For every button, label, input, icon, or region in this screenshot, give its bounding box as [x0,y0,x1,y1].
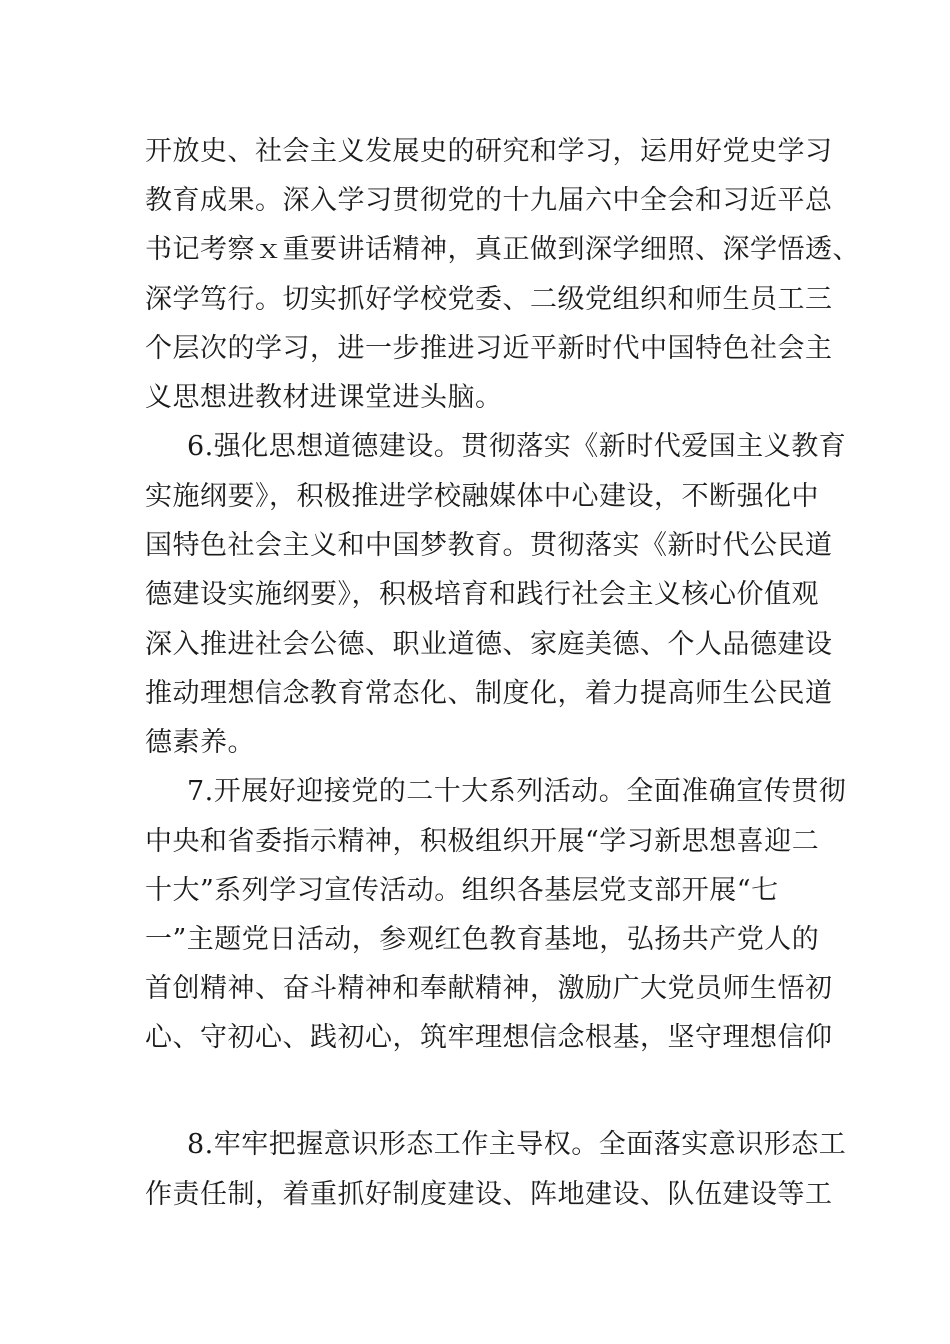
text-line: 个层次的学习，进一步推进习近平新时代中国特色社会主 [145,333,833,364]
text-line: 作责任制，着重抓好制度建设、阵地建设、队伍建设等工 [145,1179,833,1210]
text-line: 书记考察ｘ重要讲话精神，真正做到深学细照、深学悟透、 [145,234,860,265]
text-line: 国特色社会主义和中国梦教育。贯彻落实《新时代公民道 [145,530,833,561]
text-line: 中央和省委指示精神，积极组织开展“学习新思想喜迎二 [145,826,820,857]
text-line: 义思想进教材进课堂进头脑。 [145,382,503,413]
text-line: 首创精神、奋斗精神和奉献精神，激励广大党员师生悟初 [145,973,833,1004]
item-8-heading-line: 8.牢牢把握意识形态工作主导权。全面落实意识形态工 [187,1129,847,1160]
text-line: 教育成果。深入学习贯彻党的十九届六中全会和习近平总 [145,185,833,216]
text-line: 心、守初心、践初心，筑牢理想信念根基，坚守理想信仰 [145,1022,833,1053]
item-7-heading-line: 7.开展好迎接党的二十大系列活动。全面准确宣传贯彻 [187,776,847,807]
text-line: 一”主题党日活动，参观红色教育基地，弘扬共产党人的 [145,924,820,955]
text-line: 开放史、社会主义发展史的研究和学习，运用好党史学习 [145,136,833,167]
text-line: 德建设实施纲要》，积极培育和践行社会主义核心价值观 [145,579,819,610]
item-6-heading-line: 6.强化思想道德建设。贯彻落实《新时代爱国主义教育 [187,431,847,462]
text-line: 十大”系列学习宣传活动。组织各基层党支部开展“七 [145,875,779,906]
text-line: 德素养。 [145,727,255,758]
text-line: 深入推进社会公德、职业道德、家庭美德、个人品德建设 [145,629,833,660]
text-line: 深学笃行。切实抓好学校党委、二级党组织和师生员工三 [145,284,833,315]
text-line: 实施纲要》，积极推进学校融媒体中心建设，不断强化中 [145,481,819,512]
text-line: 推动理想信念教育常态化、制度化，着力提高师生公民道 [145,678,833,709]
